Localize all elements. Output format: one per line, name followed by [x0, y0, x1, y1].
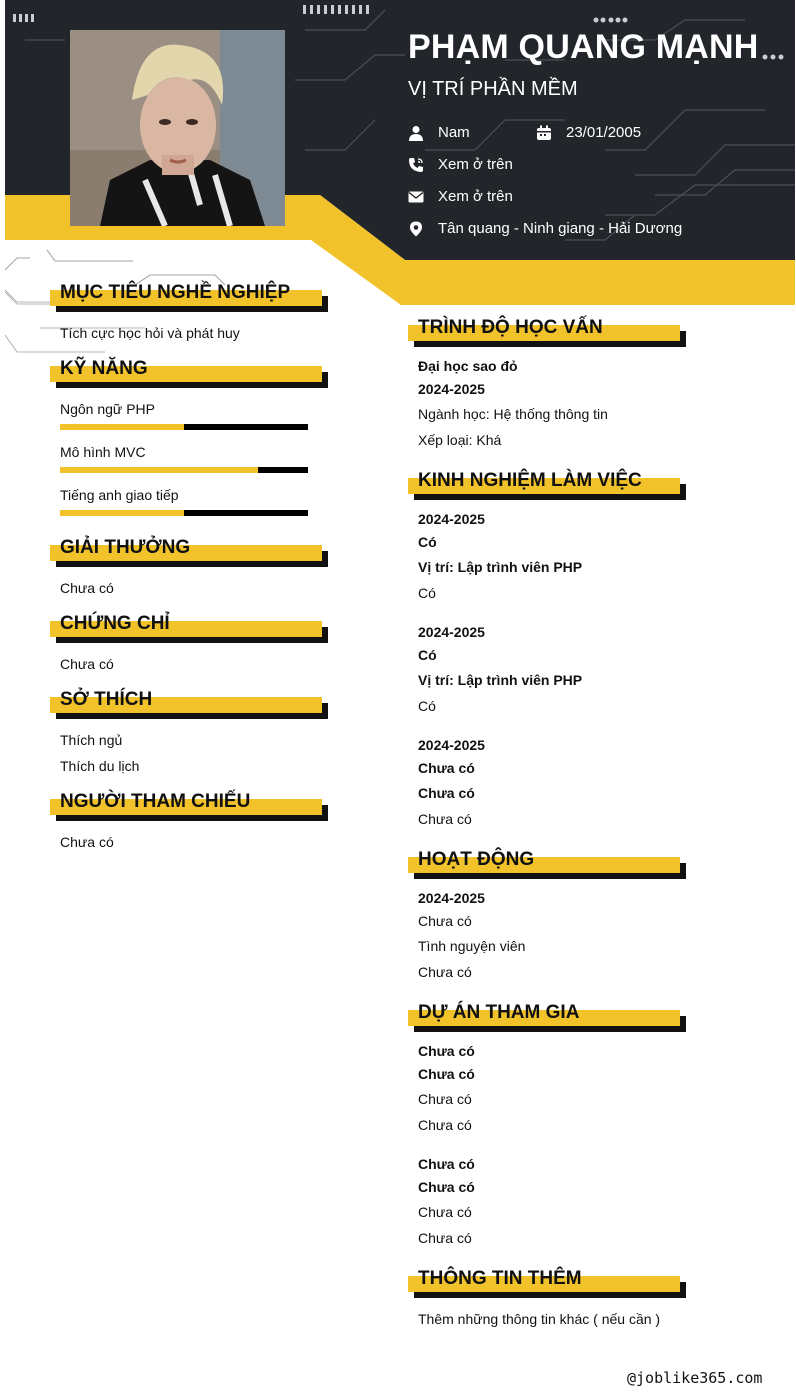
skill-level-bar — [60, 510, 308, 516]
experience-desc: Có — [418, 585, 436, 601]
activity-role: Tình nguyện viên — [418, 938, 526, 954]
skill-label: Tiếng anh giao tiếp — [60, 487, 179, 503]
project-role: Chưa có — [418, 1066, 475, 1082]
email-value: Xem ở trên — [438, 188, 513, 205]
project-name: Chưa có — [418, 1156, 475, 1172]
gender-value: Nam — [438, 124, 470, 141]
skill-label: Mô hình MVC — [60, 444, 146, 460]
experience-role: Vị trí: Lập trình viên PHP — [418, 559, 583, 575]
project-name: Chưa có — [418, 1043, 475, 1059]
project-role: Chưa có — [418, 1179, 475, 1195]
certificates-text: Chưa có — [60, 656, 114, 672]
activity-period: 2024-2025 — [418, 890, 485, 906]
experience-desc: Chưa có — [418, 811, 472, 827]
activity-desc: Chưa có — [418, 964, 472, 980]
skill-level-bar — [60, 467, 308, 473]
skill-level-bar — [60, 424, 308, 430]
cv-page: PHẠM QUANG MẠNH VỊ TRÍ PHẦN MỀM Nam 23/01/2005 Xem ở trên Xem ở trên Tân quang - Ninh giang - Hải Dương MỤC TIÊU NGHỀ NGHIỆP Tích cực học hỏi và phát huy KỸ NĂNG Ngôn ngữ PHP Mô hình MVC Tiếng anh giao tiếp GIẢI THƯỞNG Chưa có CHỨNG CHỈ Chưa có SỞ THÍCH Thích ngủ Thích du lịch NGƯỜI THAM CHIẾU Chưa có TRÌNH ĐỘ HỌC VẤN Đại học sao đỏ 2024-2025 Ngành học: Hệ thống thông tin Xếp loại: Khá KINH NGHIỆM LÀM VIỆC 2024-2025 Có Vị trí: Lập trình viên PHP Có 2024-2025 Có Vị trí: Lập trình viên PHP Có 2024-2025 Chưa có Chưa có Chưa có HOẠT ĐỘNG 2024-2025 Chưa có Tình nguyện viên Chưa có DỰ ÁN THAM GIA Chưa có Chưa có Chưa có Chưa có Chưa có Chưa có Chưa có Chưa có THÔNG TIN THÊM Thêm những thông tin khác ( nếu cần ) @joblike365.com — [5, 0, 795, 1397]
experience-role: Chưa có — [418, 785, 475, 801]
experience-period: 2024-2025 — [418, 511, 485, 527]
address-value: Tân quang - Ninh giang - Hải Dương — [438, 220, 683, 237]
user-icon — [408, 125, 424, 141]
experience-company: Chưa có — [418, 760, 475, 776]
phone-icon — [408, 157, 424, 173]
experience-period: 2024-2025 — [418, 624, 485, 640]
project-line: Chưa có — [418, 1204, 472, 1220]
project-line: Chưa có — [418, 1117, 472, 1133]
skill-label: Ngôn ngữ PHP — [60, 401, 155, 417]
calendar-icon — [536, 125, 552, 141]
map-pin-icon — [408, 221, 424, 237]
profile-photo — [70, 30, 285, 226]
experience-desc: Có — [418, 698, 436, 714]
birthdate-row — [536, 124, 641, 141]
job-position: VỊ TRÍ PHẦN MỀM — [408, 78, 578, 100]
awards-text: Chưa có — [60, 580, 114, 596]
hobby-item: Thích ngủ — [60, 732, 123, 748]
education-period: 2024-2025 — [418, 381, 485, 397]
email-row — [408, 188, 513, 205]
gender-row — [408, 124, 470, 141]
phone-value: Xem ở trên — [438, 156, 513, 173]
hobby-item: Thích du lịch — [60, 758, 140, 774]
project-line: Chưa có — [418, 1230, 472, 1246]
additional-info-text: Thêm những thông tin khác ( nếu cần ) — [418, 1311, 661, 1327]
references-text: Chưa có — [60, 834, 114, 850]
education-grade: Xếp loại: Khá — [418, 432, 502, 448]
experience-company: Có — [418, 647, 437, 663]
envelope-icon — [408, 189, 424, 205]
phone-row — [408, 156, 513, 173]
objective-text: Tích cực học hỏi và phát huy — [60, 325, 240, 341]
education-major: Ngành học: Hệ thống thông tin — [418, 406, 608, 422]
birthdate-value: 23/01/2005 — [566, 124, 642, 141]
candidate-name: PHẠM QUANG MẠNH — [408, 28, 759, 66]
watermark: @joblike365.com — [627, 1369, 763, 1387]
address-row — [408, 220, 682, 237]
school-name: Đại học sao đỏ — [418, 358, 518, 374]
experience-company: Có — [418, 534, 437, 550]
experience-period: 2024-2025 — [418, 737, 485, 753]
experience-role: Vị trí: Lập trình viên PHP — [418, 672, 583, 688]
project-line: Chưa có — [418, 1091, 472, 1107]
activity-org: Chưa có — [418, 913, 472, 929]
